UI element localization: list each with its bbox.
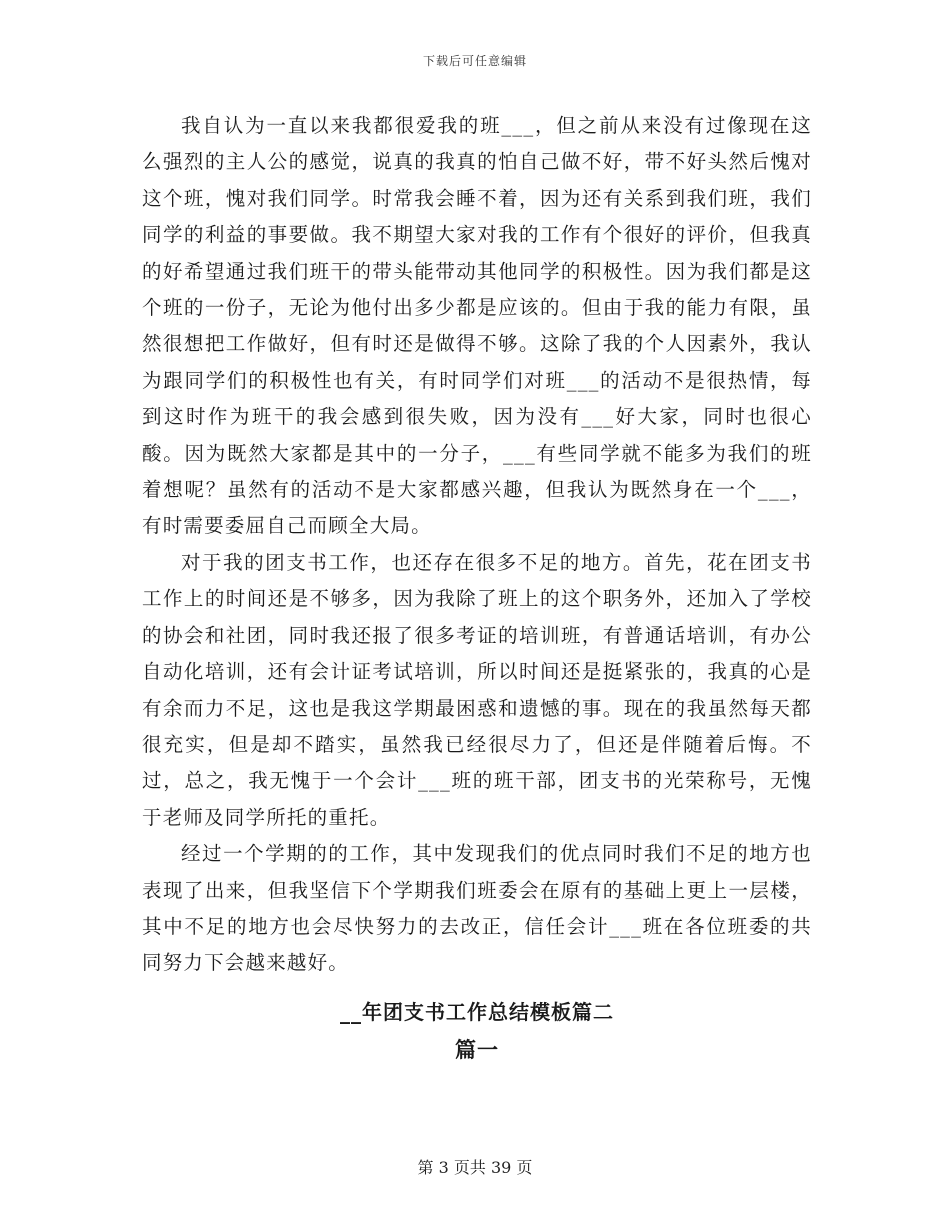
subsection-title: 篇一	[455, 1037, 499, 1062]
page-header-note: 下载后可任意编辑	[422, 54, 527, 68]
page-number: 第 3 页共 39 页	[417, 1158, 533, 1177]
section-title: __年团支书工作总结模板篇二	[340, 999, 614, 1024]
body-paragraph: 经过一个学期的的工作，其中发现我们的优点同时我们不足的地方也表现了出来，但我坚信下个学期我们班委会在原有的基础上更上一层楼，其中不足的地方也会尽快努力的去改正，信任会计___班在各位班委的共同努力下会越来越好。	[142, 842, 812, 975]
document-body	[142, 108, 812, 1068]
body-paragraph: 对于我的团支书工作，也还存在很多不足的地方。首先，花在团支书工作上的时间还是不够多，因为我除了班上的这个职务外，还加入了学校的协会和社团，同时我还报了很多考证的培训班，有普通话培训，有办公自动化培训，还有会计证考试培训，所以时间还是挺紧张的，我真的心是有余而力不足，这也是我这学期最困惑和遗憾的事。现在的我虽然每天都很充实，但是却不踏实，虽然我已经很尽力了，但还是伴随着后悔。不过，总之，我无愧于一个会计___班的班干部，团支书的光荣称号，无愧于老师及同学所托的重托。	[142, 550, 812, 829]
body-paragraph: 我自认为一直以来我都很爱我的班___，但之前从来没有过像现在这么强烈的主人公的感觉，说真的我真的怕自己做不好，带不好头然后愧对这个班，愧对我们同学。时常我会睡不着，因为还有关系到我们班，我们同学的利益的事要做。我不期望大家对我的工作有个很好的评价，但我真的好希望通过我们班干的带头能带动其他同学的积极性。因为我们都是这个班的一份子，无论为他付出多少都是应该的。但由于我的能力有限，虽然很想把工作做好，但有时还是做得不够。这除了我的个人因素外，我认为跟同学们的积极性也有关，有时同学们对班___的活动不是很热情，每到这时作为班干的我会感到很失败，因为没有___好大家，同时也很心酸。因为既然大家都是其中的一分子，___有些同学就不能多为我们的班着想呢？虽然有的活动不是大家都感兴趣，但我认为既然身在一个___，有时需要委屈自己而顾全大局。	[142, 114, 812, 538]
